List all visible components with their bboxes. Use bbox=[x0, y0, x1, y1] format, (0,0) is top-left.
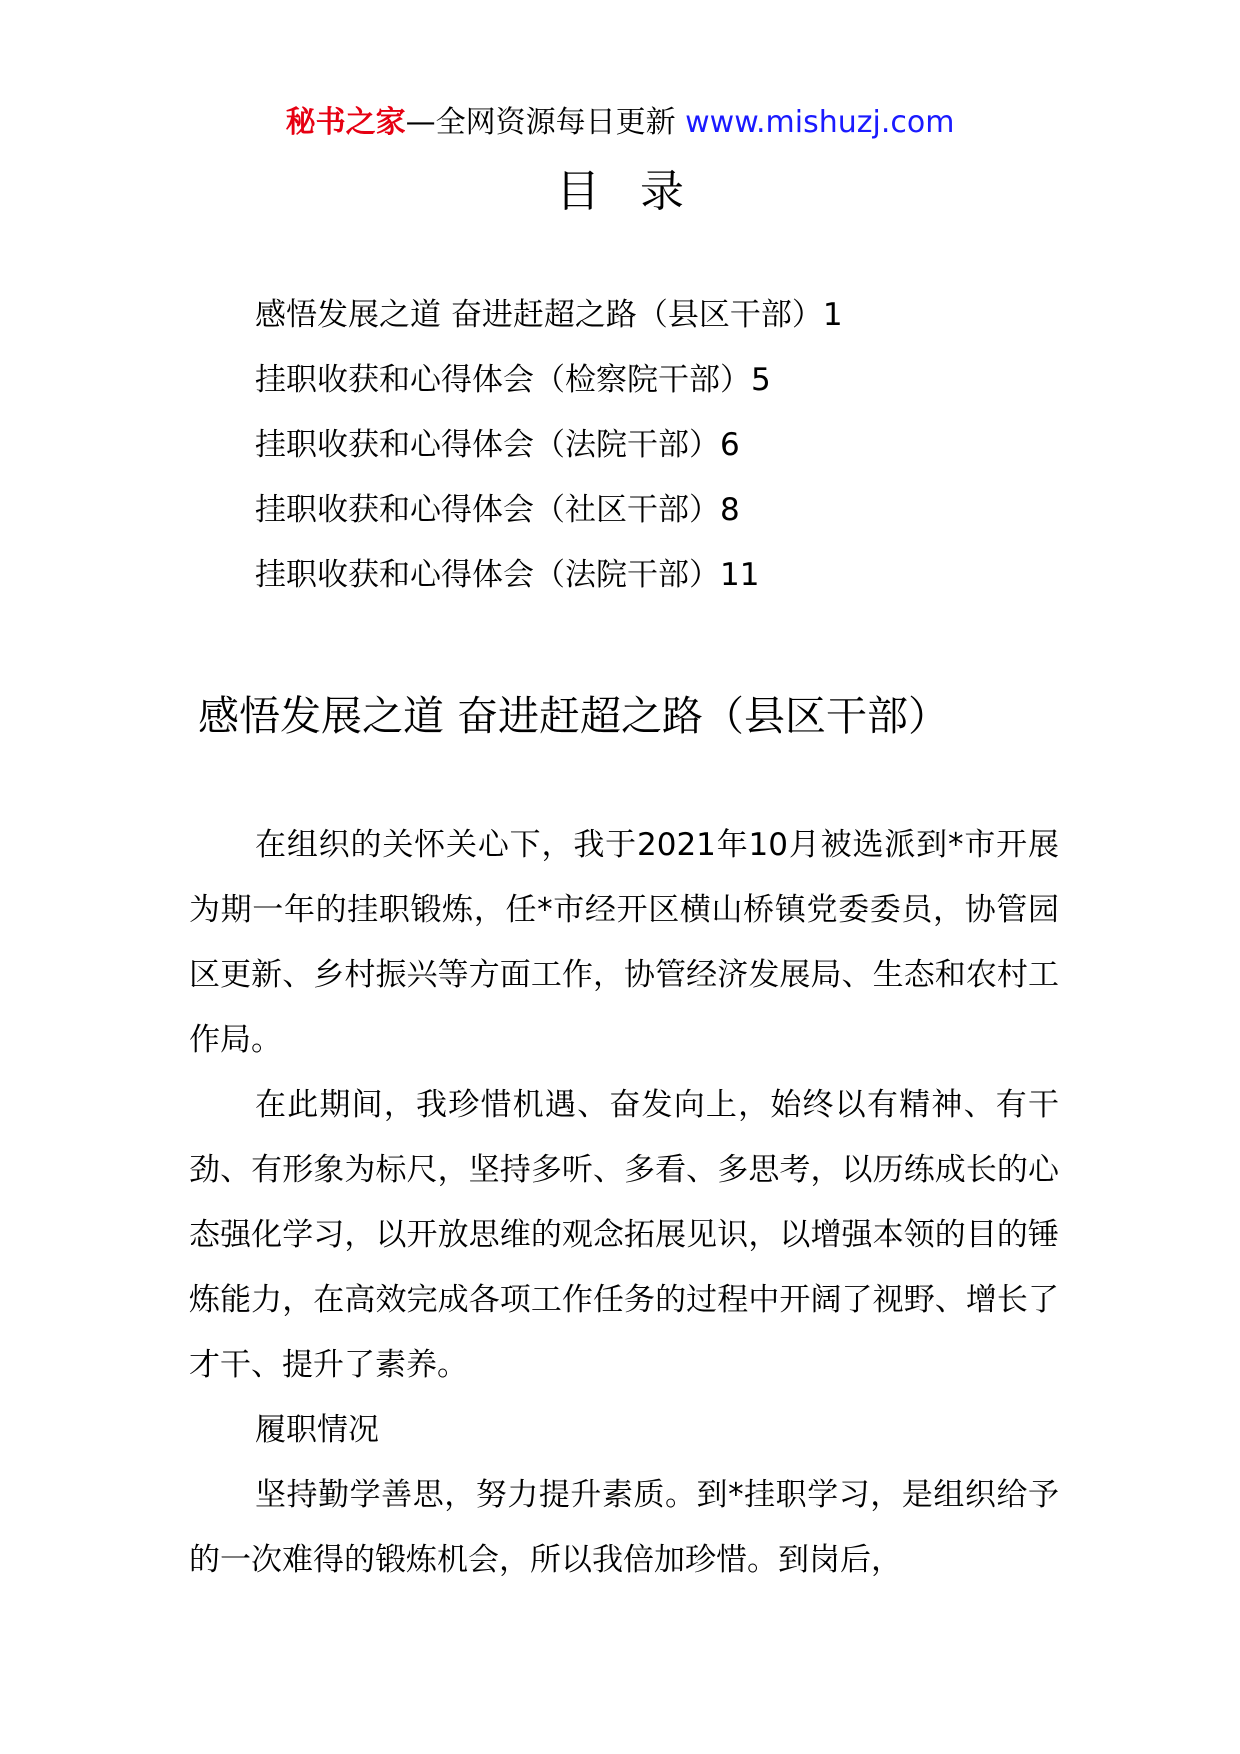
paragraph-subheading: 履职情况 bbox=[255, 1412, 379, 1448]
toc-item[interactable]: 感悟发展之道 奋进赶超之路（县区干部）1 bbox=[255, 297, 843, 333]
paragraph: 在此期间，我珍惜机遇、奋发向上，始终以有精神、有干劲、有形象为标尺，坚持多听、多看、多思考，以历练成长的心态强化学习，以开放思维的观念拓展见识，以增强本领的目的锤炼能力，在高效完成各项工作任务的过程中开阔了视野、增长了才干、提升了素养。 bbox=[189, 1087, 1059, 1383]
toc-item[interactable]: 挂职收获和心得体会（社区干部）8 bbox=[255, 492, 740, 528]
paragraph: 坚持勤学善思，努力提升素质。到*挂职学习，是组织给予的一次难得的锻炼机会，所以我倍加珍惜。到岗后， bbox=[189, 1477, 1059, 1578]
toc-title: 目录 bbox=[556, 166, 724, 217]
header-tagline: —全网资源每日更新 bbox=[405, 105, 676, 140]
site-url-link[interactable]: www.mishuzj.com bbox=[685, 105, 955, 140]
toc-item[interactable]: 挂职收获和心得体会（法院干部）6 bbox=[255, 427, 740, 463]
article-title: 感悟发展之道 奋进赶超之路（县区干部） bbox=[198, 692, 950, 740]
table-of-contents bbox=[255, 292, 843, 617]
toc-item[interactable]: 挂职收获和心得体会（检察院干部）5 bbox=[255, 362, 771, 398]
site-header bbox=[0, 100, 1240, 146]
paragraph: 在组织的关怀关心下，我于2021年10月被选派到*市开展为期一年的挂职锻炼，任*市经开区横山桥镇党委委员，协管园区更新、乡村振兴等方面工作，协管经济发展局、生态和农村工作局。 bbox=[189, 827, 1059, 1058]
toc-item[interactable]: 挂职收获和心得体会（法院干部）11 bbox=[255, 557, 760, 593]
brand-name: 秘书之家 bbox=[285, 105, 406, 140]
article-body bbox=[189, 813, 1059, 1593]
